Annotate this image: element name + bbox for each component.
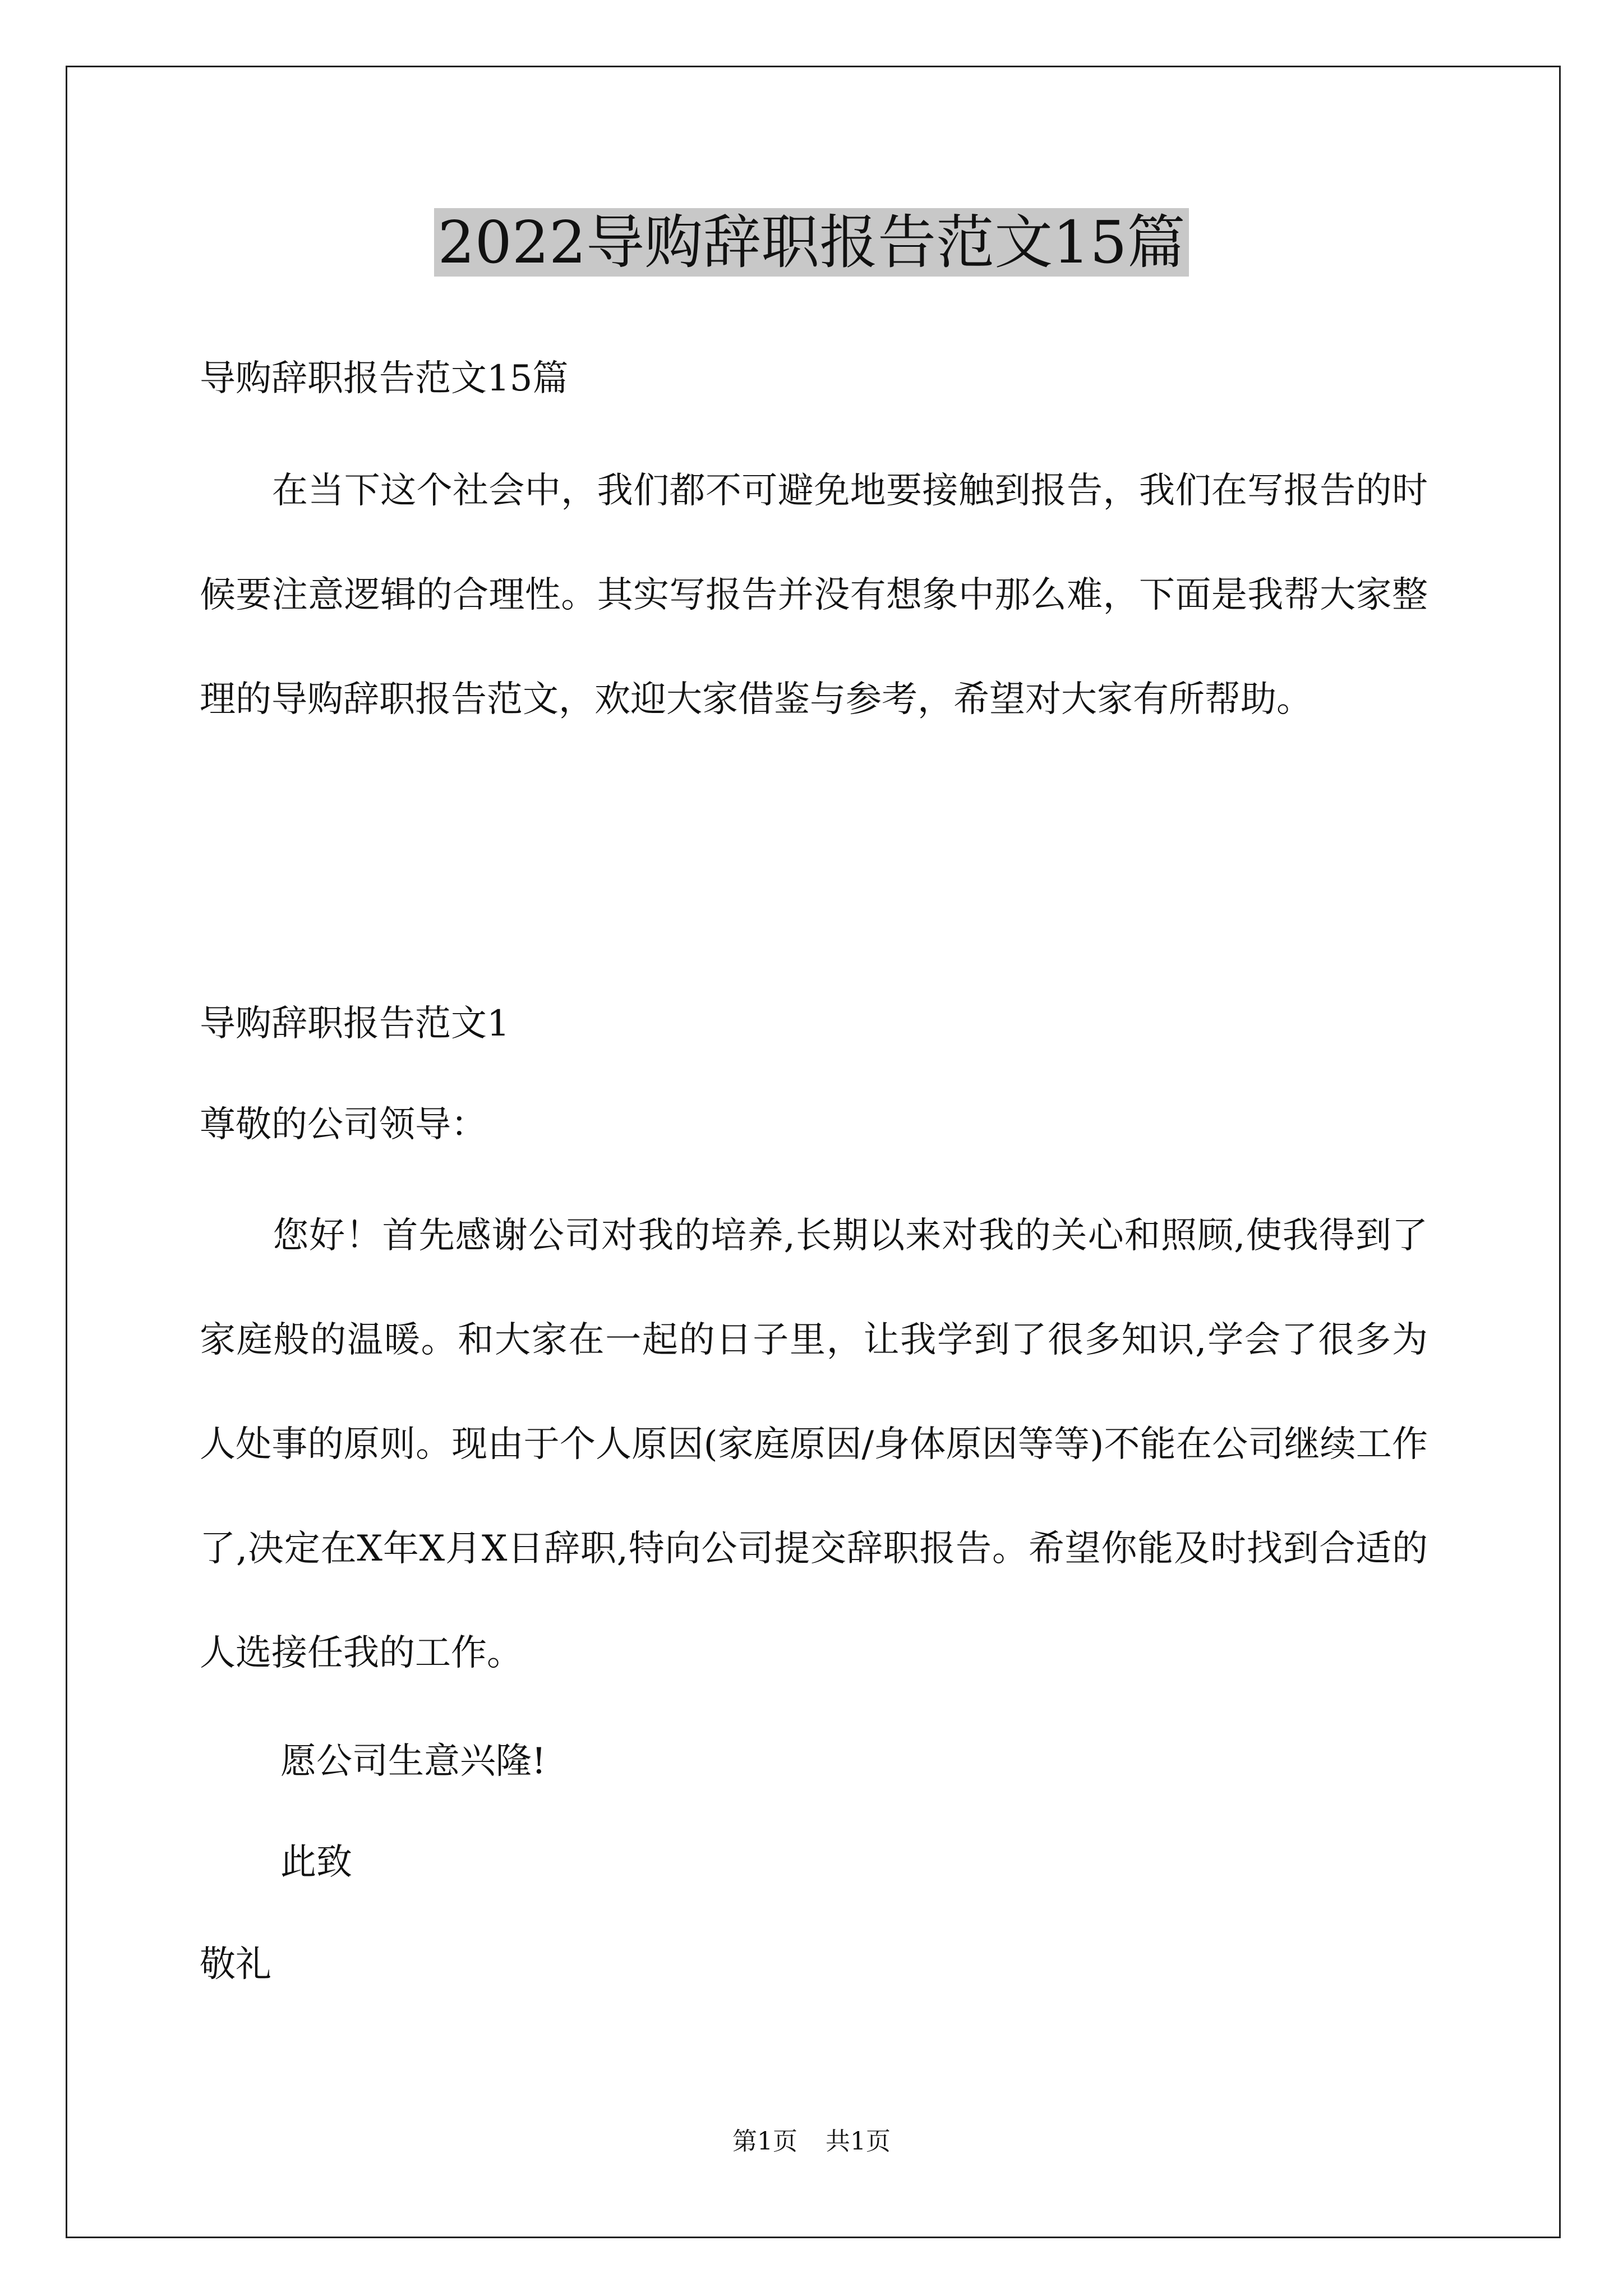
closing-line-2: 敬礼 <box>200 1944 271 1985</box>
salutation: 尊敬的公司领导： <box>200 1104 487 1145</box>
document-title-text: 2022导购辞职报告范文15篇 <box>434 208 1188 277</box>
closing-line-1: 此致 <box>280 1842 352 1883</box>
page-footer <box>0 2125 1623 2159</box>
wish-line: 愿公司生意兴隆! <box>280 1741 546 1782</box>
body-paragraph: 您好！首先感谢公司对我的培养,长期以来对我的关心和照顾,使我得到了家庭般的温暖。和大家在一起的日子里，让我学到了很多知识,学会了很多为人处事的原则。现由于个人原因(家庭原因/身体原因等等)不能在公司继续工作了,决定在X年X月X日辞职,特向公司提交辞职报告。希望你能及时找到合适的人选接任我的工作。 <box>200 1215 1428 1674</box>
page-number: 第1页 <box>732 2127 797 2156</box>
document-title <box>0 203 1623 282</box>
document-subtitle: 导购辞职报告范文15篇 <box>200 358 569 399</box>
intro-paragraph: 在当下这个社会中，我们都不可避免地要接触到报告，我们在写报告的时候要注意逻辑的合理性。其实写报告并没有想象中那么难，下面是我帮大家整理的导购辞职报告范文，欢迎大家借鉴与参考，希望对大家有所帮助。 <box>200 470 1428 720</box>
page-total: 共1页 <box>826 2127 891 2156</box>
section-heading: 导购辞职报告范文1 <box>200 1003 510 1045</box>
